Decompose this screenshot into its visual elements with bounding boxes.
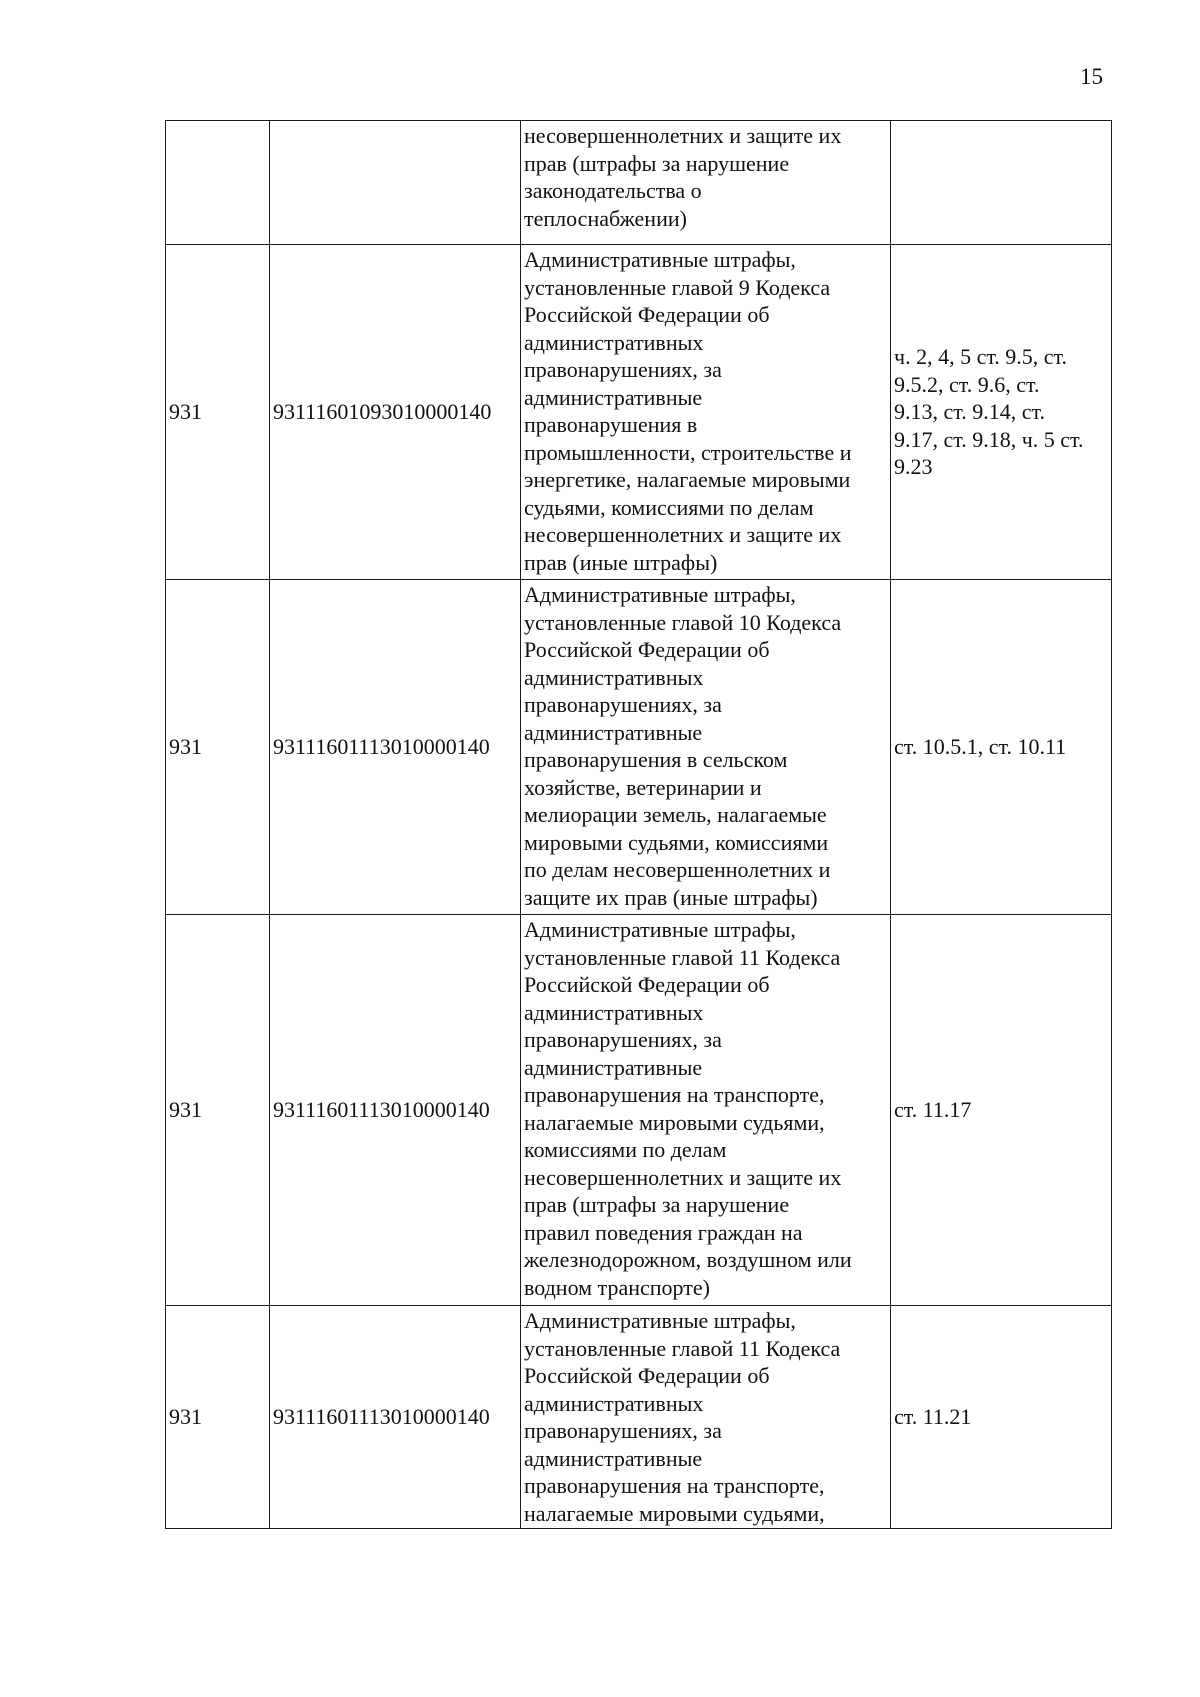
articles-cell: ч. 2, 4, 5 ст. 9.5, ст. 9.5.2, ст. 9.6, ст. 9.13, ст. 9.14, ст. 9.17, ст. 9.18, ч. 5 ст. 9.23 [891,245,1112,580]
kbk-code-cell: 93111601093010000140 [270,245,521,580]
admin-code-cell: 931 [166,245,270,580]
admin-code-cell: 931 [166,1306,270,1529]
table-row [166,245,1112,580]
description-cell: Административные штрафы, установленные главой 11 Кодекса Российской Федерации об административных правонарушениях, за административные правонарушения на транспорте, налагаемые мировыми судьями, [521,1306,891,1529]
articles-cell [891,121,1112,245]
admin-code-cell [166,121,270,245]
table-row [166,580,1112,915]
fines-table [165,120,1112,1529]
kbk-code-cell: 93111601113010000140 [270,1306,521,1529]
articles-cell: ст. 10.5.1, ст. 10.11 [891,580,1112,915]
articles-cell: ст. 11.21 [891,1306,1112,1529]
kbk-code-cell: 93111601113010000140 [270,580,521,915]
admin-code-cell: 931 [166,580,270,915]
description-cell: Административные штрафы, установленные главой 9 Кодекса Российской Федерации об административных правонарушениях, за административные правонарушения в промышленности, строительстве и энергетике, налагаемые мировыми судьями, комиссиями по делам несовершеннолетних и защите их прав (иные штрафы) [521,245,891,580]
description-cell: Административные штрафы, установленные главой 11 Кодекса Российской Федерации об административных правонарушениях, за административные правонарушения на транспорте, налагаемые мировыми судьями, комиссиями по делам несовершеннолетних и защите их прав (штрафы за нарушение правил поведения граждан на железнодорожном, воздушном или водном транспорте) [521,915,891,1306]
description-cell: Административные штрафы, установленные главой 10 Кодекса Российской Федерации об административных правонарушениях, за административные правонарушения в сельском хозяйстве, ветеринарии и мелиорации земель, налагаемые мировыми судьями, комиссиями по делам несовершеннолетних и защите их прав (иные штрафы) [521,580,891,915]
table-row [166,1306,1112,1529]
articles-cell: ст. 11.17 [891,915,1112,1306]
table-row [166,915,1112,1306]
table-row [166,121,1112,245]
page-number: 15 [1080,64,1103,89]
admin-code-cell: 931 [166,915,270,1306]
description-cell: несовершеннолетних и защите их прав (штрафы за нарушение законодательства о теплоснабжении) [521,121,891,245]
kbk-code-cell: 93111601113010000140 [270,915,521,1306]
kbk-code-cell [270,121,521,245]
